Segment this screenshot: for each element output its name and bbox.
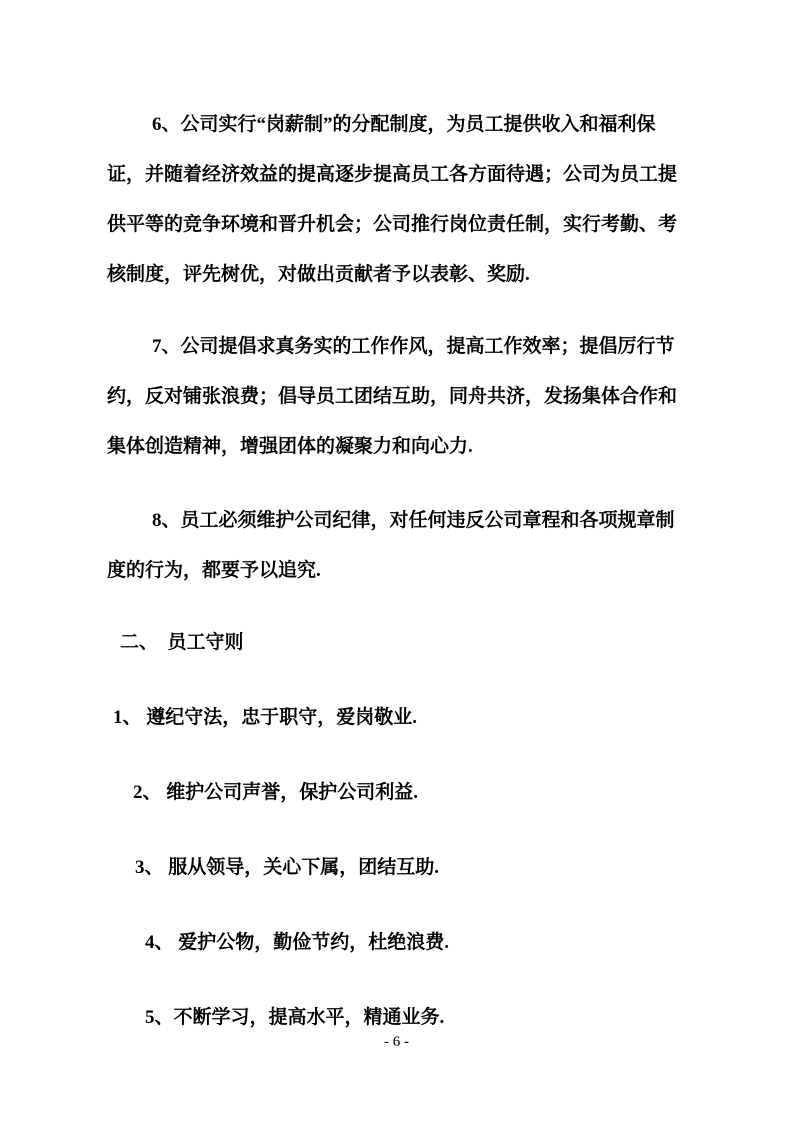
text-line: 供平等的竞争环境和晋升机会；公司推行岗位责任制，实行考勤、考 [107, 214, 678, 235]
paragraph-spacer [107, 472, 687, 496]
paragraph-spacer [107, 300, 687, 322]
list-item: 5、不断学习，提高水平，精通业务. [145, 1007, 445, 1028]
text-line: 约，反对铺张浪费；倡导员工团结互助，同舟共济，发扬集体合作和 [107, 386, 678, 407]
list-item: 4、 爱护公物，勤俭节约，杜绝浪费. [145, 932, 450, 953]
text-line: 8、员工必须维护公司纪律，对任何违反公司章程和各项规章制 [152, 510, 675, 531]
paragraph-7 [107, 322, 687, 472]
paragraph-spacer [107, 668, 687, 693]
text-line: 7、公司提倡求真务实的工作作风，提高工作效率；提倡厉行节 [152, 336, 675, 357]
paragraph-6 [107, 100, 687, 300]
text-line: 核制度，评先树优，对做出贡献者予以表彰、奖励. [107, 264, 530, 285]
list-item: 1、 遵纪守法，忠于职守，爱岗敬业. [113, 707, 418, 728]
page-content [107, 100, 687, 1043]
page-number: - 6 - [384, 1034, 409, 1050]
text-line: 集体创造精神，增强团体的凝聚力和向心力. [107, 436, 473, 457]
text-line: 6、公司实行“岗薪制”的分配制度，为员工提供收入和福利保 [152, 114, 656, 135]
text-line: 度的行为，都要予以追究. [107, 560, 321, 581]
list-item: 2、 维护公司声誉，保护公司利益. [133, 782, 419, 803]
paragraph-8 [107, 496, 687, 596]
paragraph-spacer [107, 596, 687, 618]
text-line: 证，并随着经济效益的提高逐步提高员工各方面待遇；公司为员工提 [107, 164, 678, 185]
employee-rules-list [107, 693, 687, 1043]
section-header: 二、 员工守则 [120, 632, 244, 653]
list-item: 3、 服从领导，关心下属，团结互助. [135, 857, 440, 878]
